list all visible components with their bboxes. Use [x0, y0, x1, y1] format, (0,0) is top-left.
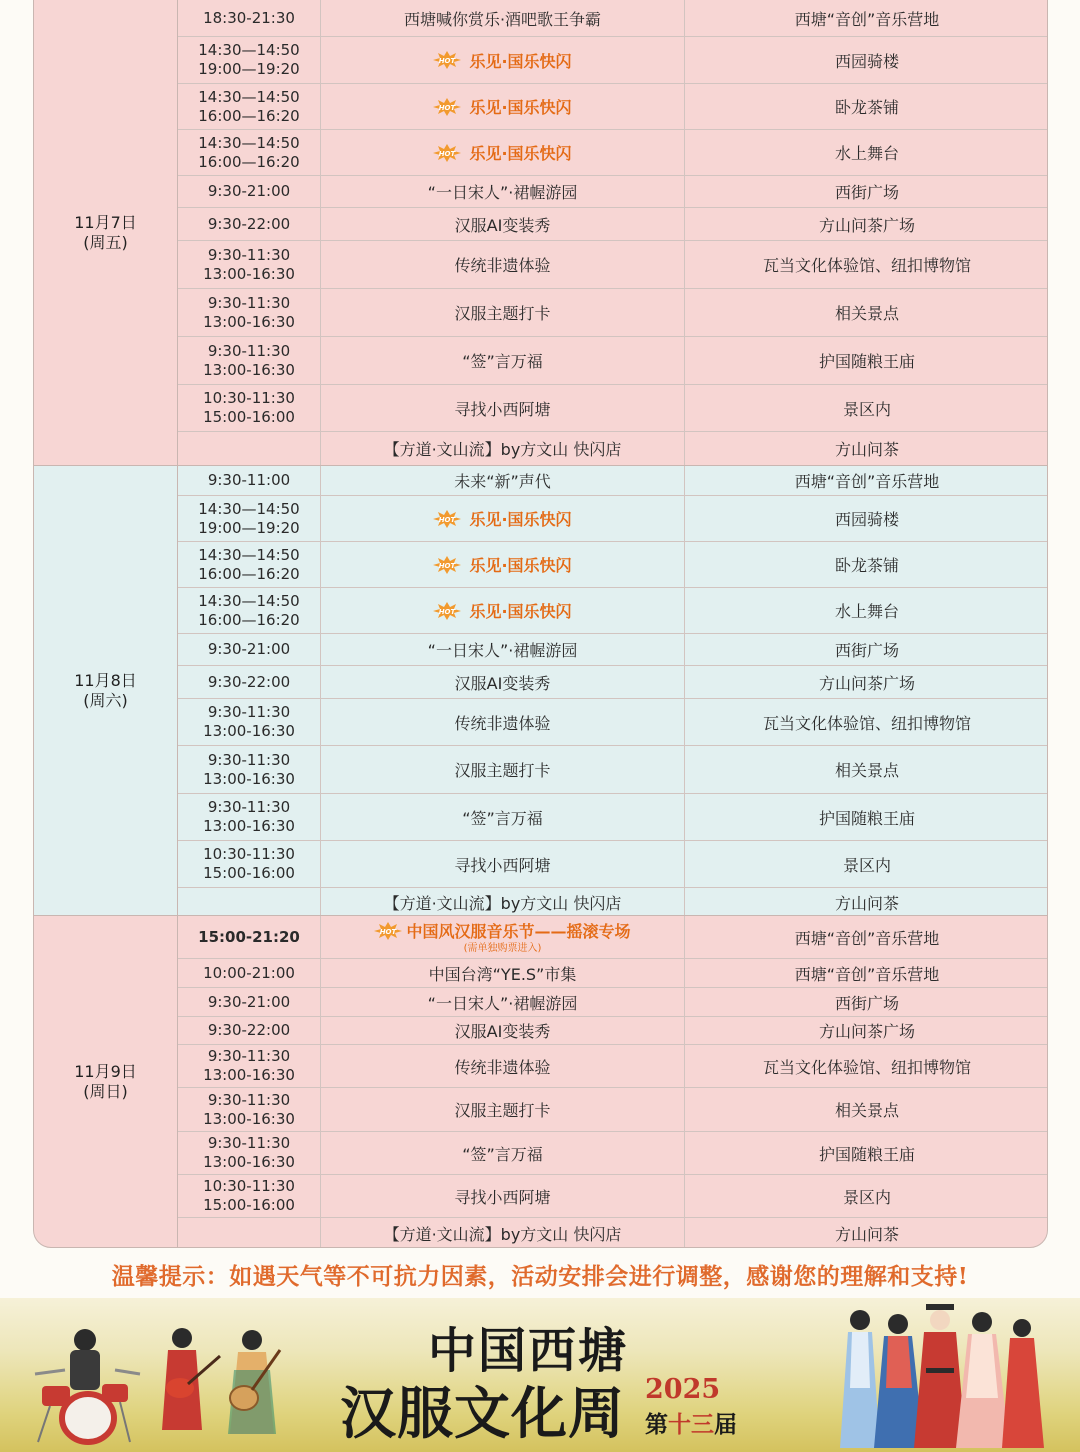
schedule-row [178, 916, 1047, 959]
time-text: 13:00-16:30 [203, 722, 295, 740]
time-text: 16:00—16:20 [198, 564, 300, 583]
day-rows [178, 466, 1047, 915]
time-text: 16:00—16:20 [198, 610, 300, 629]
activity-cell [320, 241, 684, 288]
schedule-row [178, 496, 1047, 542]
time-cell [178, 130, 320, 175]
activity-cell [320, 1218, 684, 1248]
location-cell [684, 1175, 1048, 1217]
activity-cell [320, 84, 684, 129]
location-text: 方山问茶 [834, 440, 899, 459]
time-cell [178, 466, 320, 495]
location-text: 护国随粮王庙 [818, 808, 915, 828]
location-cell [684, 1045, 1048, 1087]
location-text: 西街广场 [834, 183, 899, 202]
activity-text: 【方道·文山流】by方文山 快闪店 [383, 1225, 622, 1244]
schedule-row [178, 1045, 1047, 1088]
time-cell [178, 588, 320, 633]
time-cell [178, 988, 320, 1016]
location-text: 卧龙茶铺 [834, 98, 899, 117]
hot-burst-icon [433, 98, 461, 116]
logo-year: 2025 [645, 1374, 721, 1405]
time-text: 13:00-16:30 [203, 312, 295, 331]
schedule-row [178, 432, 1047, 465]
day-date: 11月8日 [74, 670, 137, 690]
location-cell [684, 666, 1049, 698]
location-text: 西园骑楼 [834, 510, 899, 529]
time-text: 9:30-22:00 [207, 1021, 291, 1039]
activity-cell [320, 666, 684, 698]
activity-text: 乐见·国乐快闪 [469, 602, 572, 621]
location-text: 西塘“音创”音乐营地 [794, 964, 940, 984]
activity-cell [320, 841, 684, 887]
location-text: 相关景点 [834, 1101, 899, 1120]
location-text: 西街广场 [834, 993, 899, 1013]
schedule-row [178, 988, 1047, 1017]
hot-burst-icon [433, 510, 461, 528]
hot-burst-icon [433, 144, 461, 162]
time-cell [178, 699, 320, 745]
edition-prefix: 第 [645, 1411, 668, 1438]
location-cell [684, 888, 1049, 916]
notice-text: 温馨提示：如遇天气等不可抗力因素，活动安排会进行调整，感谢您的理解和支持! [111, 1263, 969, 1290]
day-date-cell [34, 0, 178, 465]
activity-text: 汉服AI变装秀 [454, 215, 551, 235]
time-text: 9:30-21:00 [207, 182, 291, 200]
day-rows [178, 0, 1047, 465]
location-text: 水上舞台 [834, 144, 899, 163]
time-cell [178, 289, 320, 336]
location-text: 方山问茶广场 [818, 1022, 915, 1041]
time-cell [178, 385, 320, 431]
activity-cell [320, 1017, 684, 1044]
activity-text: 汉服AI变装秀 [454, 1022, 551, 1041]
schedule-row [178, 1088, 1047, 1132]
schedule-row [178, 176, 1047, 208]
time-text: 9:30-11:30 [207, 798, 291, 816]
time-cell [178, 1218, 320, 1248]
time-text: 14:30—14:50 [198, 591, 300, 610]
schedule-row [178, 1218, 1047, 1248]
time-text: 14:30—14:50 [198, 87, 300, 106]
time-cell [178, 84, 320, 129]
time-text: 9:30-11:30 [207, 341, 291, 360]
location-text: 西塘“音创”音乐营地 [794, 9, 940, 29]
activity-text: 未来“新”声代 [454, 472, 551, 491]
activity-text: 中国风汉服音乐节——摇滚专场 [406, 922, 631, 941]
location-cell [684, 794, 1049, 840]
activity-cell [320, 208, 684, 240]
activity-text: 传统非遗体验 [454, 256, 551, 275]
schedule-row [178, 1017, 1047, 1045]
time-text: 10:30-11:30 [203, 389, 295, 407]
time-cell [178, 666, 320, 698]
location-cell [684, 130, 1049, 175]
activity-text: 乐见·国乐快闪 [469, 144, 572, 163]
footer-banner [0, 1298, 1080, 1452]
schedule-row [178, 1175, 1047, 1218]
location-cell [684, 289, 1049, 336]
activity-text: 寻找小西阿塘 [454, 1187, 551, 1207]
location-cell [684, 337, 1049, 384]
time-cell [178, 432, 320, 465]
time-text: 9:30-22:00 [207, 214, 291, 233]
time-cell [178, 959, 320, 987]
activity-text: “签”言万福 [462, 808, 543, 828]
location-cell [684, 1088, 1048, 1131]
location-text: 护国随粮王庙 [818, 352, 915, 371]
activity-text: 乐见·国乐快闪 [469, 510, 572, 529]
activity-cell [320, 385, 684, 431]
activity-text: 【方道·文山流】by方文山 快闪店 [383, 440, 622, 459]
time-cell [178, 542, 320, 587]
activity-cell [320, 794, 684, 840]
hot-burst-icon [433, 556, 461, 574]
activity-cell [320, 1088, 684, 1131]
day-rows [178, 916, 1047, 1247]
schedule-row [178, 588, 1047, 634]
time-cell [178, 337, 320, 384]
time-cell [178, 496, 320, 541]
day-block-nov7 [33, 0, 1048, 465]
activity-text: 乐见·国乐快闪 [469, 556, 572, 575]
time-text: 19:00—19:20 [198, 518, 300, 537]
schedule-row [178, 130, 1047, 176]
schedule-row [178, 634, 1047, 666]
time-text: 9:30-11:30 [207, 1134, 291, 1152]
time-text: 18:30-21:30 [203, 8, 295, 27]
location-text: 方山问茶广场 [818, 215, 915, 235]
time-text: 14:30—14:50 [198, 133, 300, 152]
activity-cell [320, 588, 684, 633]
schedule-row [178, 542, 1047, 588]
edition-number: 十三 [668, 1411, 714, 1438]
time-text: 9:30-11:30 [207, 750, 291, 769]
hot-burst-icon [433, 51, 461, 69]
time-cell [178, 634, 320, 665]
activity-cell [320, 289, 684, 336]
activity-cell [320, 1132, 684, 1174]
activity-cell [320, 916, 684, 958]
day-date-cell [34, 466, 178, 915]
location-text: 方山问茶广场 [818, 673, 915, 693]
logo-line1: 中国西塘 [428, 1323, 629, 1379]
time-cell [178, 241, 320, 288]
logo-edition [645, 1406, 737, 1439]
activity-cell [320, 699, 684, 745]
time-text: 13:00-16:30 [203, 1109, 295, 1128]
time-cell [178, 1132, 320, 1174]
location-text: 护国随粮王庙 [818, 1144, 915, 1164]
svg-text:HOT: HOT [439, 149, 456, 158]
location-cell [684, 746, 1049, 793]
time-text: 10:30-11:30 [203, 845, 295, 863]
location-cell [684, 496, 1049, 541]
location-text: 相关景点 [834, 304, 899, 323]
location-cell [684, 841, 1049, 887]
schedule-row [178, 37, 1047, 84]
location-text: 相关景点 [834, 761, 899, 780]
time-text: 16:00—16:20 [198, 152, 300, 171]
location-text: 瓦当文化体验馆、纽扣博物馆 [762, 256, 971, 275]
location-text: 西街广场 [834, 641, 899, 660]
schedule-row [178, 337, 1047, 385]
time-text: 13:00-16:30 [203, 769, 295, 788]
location-cell [684, 385, 1049, 431]
schedule-row [178, 699, 1047, 746]
activity-cell [320, 634, 684, 665]
location-cell [684, 959, 1048, 987]
time-text: 9:30-11:30 [207, 1090, 291, 1109]
hot-burst-icon [433, 602, 461, 620]
location-text: 卧龙茶铺 [834, 556, 899, 575]
location-cell [684, 37, 1049, 83]
time-cell [178, 794, 320, 840]
activity-cell [320, 337, 684, 384]
location-cell [684, 0, 1049, 36]
activity-text: 汉服主题打卡 [454, 761, 551, 780]
svg-text:HOT: HOT [380, 927, 397, 936]
activity-text: 乐见·国乐快闪 [469, 51, 572, 71]
schedule-row [178, 1132, 1047, 1175]
time-text: 9:30-11:30 [207, 703, 291, 721]
time-text: 13:00-16:30 [203, 817, 295, 835]
time-text: 13:00-16:30 [203, 360, 295, 379]
time-text: 10:30-11:30 [203, 1177, 295, 1195]
location-text: 景区内 [842, 399, 891, 419]
hanfu-figures-illustration [830, 1298, 1050, 1452]
day-block-nov8 [33, 465, 1048, 915]
location-cell [684, 432, 1049, 465]
schedule-row [178, 841, 1047, 888]
activity-text: 汉服主题打卡 [454, 304, 551, 323]
time-cell [178, 208, 320, 240]
activity-text: “签”言万福 [462, 1144, 543, 1164]
time-cell [178, 0, 320, 36]
activity-cell [320, 542, 684, 587]
time-cell [178, 1017, 320, 1044]
svg-text:HOT: HOT [439, 515, 456, 524]
time-cell [178, 37, 320, 83]
time-cell [178, 841, 320, 887]
location-text: 西园骑楼 [834, 51, 899, 71]
svg-text:HOT: HOT [439, 103, 456, 112]
location-text: 景区内 [842, 855, 891, 875]
time-text: 15:00-16:00 [203, 1196, 295, 1214]
location-text: 西塘“音创”音乐营地 [794, 472, 940, 491]
svg-text:HOT: HOT [439, 561, 456, 570]
ticket-note: (需单独购票进入) [463, 943, 542, 954]
time-text: 13:00-16:30 [203, 1066, 295, 1084]
time-text: 16:00—16:20 [198, 106, 300, 125]
hot-burst-icon [374, 922, 402, 940]
time-cell [178, 176, 320, 207]
schedule-row [178, 84, 1047, 130]
activity-text: 传统非遗体验 [454, 1057, 551, 1077]
location-cell [684, 634, 1049, 665]
location-cell [684, 1132, 1048, 1174]
activity-text: 乐见·国乐快闪 [469, 98, 572, 117]
schedule-row [178, 888, 1047, 916]
time-cell [178, 1045, 320, 1087]
day-block-nov9 [33, 915, 1048, 1248]
activity-text: “一日宋人”·裙幄游园 [427, 993, 578, 1013]
location-text: 西塘“音创”音乐营地 [794, 928, 940, 948]
location-cell [684, 208, 1049, 240]
location-cell [684, 542, 1049, 587]
activity-cell [320, 1175, 684, 1217]
time-text: 13:00-16:30 [203, 264, 295, 283]
location-cell [684, 84, 1049, 129]
activity-text: 西塘喊你赏乐·酒吧歌王争霸 [403, 9, 602, 29]
day-weekday: (周日) [83, 1081, 128, 1101]
activity-text: 传统非遗体验 [454, 713, 551, 733]
schedule-row [178, 385, 1047, 432]
time-text: 9:30-11:30 [207, 245, 291, 264]
activity-cell [320, 496, 684, 541]
time-text: 19:00—19:20 [198, 60, 300, 78]
time-text: 10:00-21:00 [203, 963, 295, 982]
location-cell [684, 241, 1049, 288]
activity-cell [320, 37, 684, 83]
schedule-row [178, 666, 1047, 699]
time-text: 9:30-22:00 [207, 672, 291, 691]
location-cell [684, 466, 1049, 495]
activity-text: 汉服主题打卡 [454, 1101, 551, 1120]
day-date-cell [34, 916, 178, 1247]
time-text: 14:30—14:50 [198, 499, 300, 518]
time-cell [178, 746, 320, 793]
time-text: 9:30-21:00 [207, 640, 291, 658]
time-cell [178, 888, 320, 916]
schedule-table [33, 0, 1048, 1248]
time-cell [178, 916, 320, 958]
schedule-row [178, 794, 1047, 841]
location-text: 瓦当文化体验馆、纽扣博物馆 [762, 713, 971, 733]
time-text: 9:30-21:00 [207, 992, 291, 1011]
location-cell [684, 588, 1049, 633]
festival-logo [340, 1308, 760, 1448]
activity-text: 【方道·文山流】by方文山 快闪店 [383, 893, 622, 913]
location-text: 方山问茶 [834, 1225, 899, 1244]
time-text: 9:30-11:00 [207, 471, 291, 489]
activity-text: 寻找小西阿塘 [454, 855, 551, 875]
time-text: 9:30-11:30 [207, 1047, 291, 1065]
location-cell [684, 699, 1049, 745]
svg-text:HOT: HOT [439, 607, 456, 616]
time-text: 15:00-21:20 [198, 927, 300, 946]
band-musicians-illustration [30, 1310, 290, 1450]
activity-cell [320, 888, 684, 916]
day-date: 11月9日 [74, 1061, 137, 1081]
location-text: 水上舞台 [834, 602, 899, 621]
schedule-row [178, 208, 1047, 241]
schedule-row [178, 289, 1047, 337]
activity-cell [320, 746, 684, 793]
activity-cell [320, 988, 684, 1016]
activity-cell [320, 0, 684, 36]
activity-cell [320, 959, 684, 987]
activity-text: “一日宋人”·裙幄游园 [427, 183, 578, 202]
location-cell [684, 1017, 1048, 1044]
schedule-row [178, 0, 1047, 37]
day-weekday: (周五) [83, 232, 128, 252]
day-date: 11月7日 [74, 212, 137, 232]
time-cell [178, 1088, 320, 1131]
time-text: 13:00-16:30 [203, 1153, 295, 1171]
schedule-row [178, 466, 1047, 496]
schedule-row [178, 959, 1047, 988]
location-text: 方山问茶 [834, 893, 899, 913]
activity-cell [320, 466, 684, 495]
time-text: 15:00-16:00 [203, 408, 295, 426]
activity-cell [320, 1045, 684, 1087]
location-cell [684, 176, 1049, 207]
location-cell [684, 916, 1048, 958]
activity-text: “签”言万福 [462, 352, 543, 371]
svg-text:HOT: HOT [439, 57, 456, 65]
activity-text: 汉服AI变装秀 [454, 673, 551, 693]
time-text: 14:30—14:50 [198, 545, 300, 564]
activity-text: “一日宋人”·裙幄游园 [427, 641, 578, 660]
schedule-row [178, 241, 1047, 289]
activity-cell [320, 176, 684, 207]
schedule-row [178, 746, 1047, 794]
activity-text: 寻找小西阿塘 [454, 399, 551, 419]
logo-line2: 汉服文化周 [340, 1381, 625, 1447]
activity-cell [320, 130, 684, 175]
location-cell [684, 1218, 1048, 1248]
day-weekday: (周六) [83, 690, 128, 710]
location-text: 瓦当文化体验馆、纽扣博物馆 [762, 1057, 971, 1077]
location-cell [684, 988, 1048, 1016]
activity-text: 中国台湾“YE.S”市集 [428, 964, 577, 984]
edition-suffix: 届 [714, 1411, 737, 1438]
time-text: 9:30-11:30 [207, 293, 291, 312]
time-text: 15:00-16:00 [203, 864, 295, 882]
time-text: 14:30—14:50 [198, 41, 300, 59]
activity-cell [320, 432, 684, 465]
location-text: 景区内 [842, 1187, 891, 1207]
time-cell [178, 1175, 320, 1217]
